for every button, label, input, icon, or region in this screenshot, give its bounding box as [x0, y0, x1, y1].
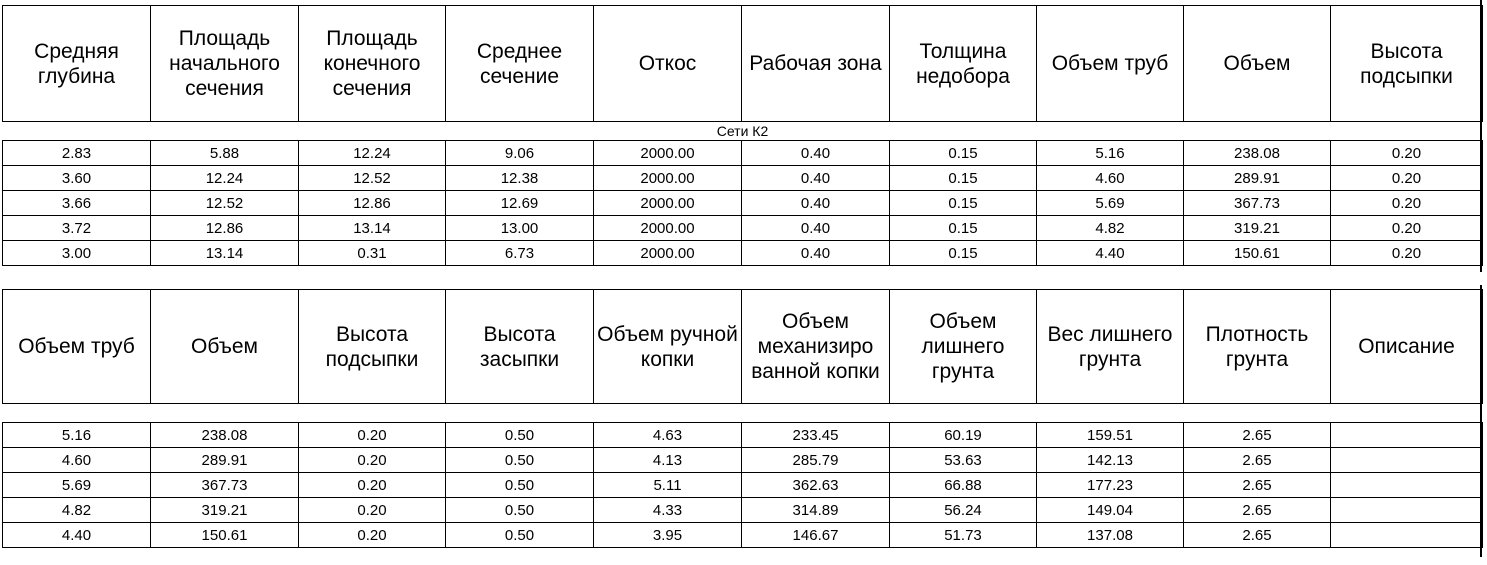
table-cell: 0.20	[299, 448, 446, 473]
table-cell: 5.16	[3, 423, 151, 448]
table-cell: 6.73	[446, 241, 594, 266]
table-cell: 13.00	[446, 216, 594, 241]
table-cell: 9.06	[446, 141, 594, 166]
table-cell: 0.15	[890, 191, 1037, 216]
table-cell: 66.88	[890, 473, 1037, 498]
table-cell: 233.45	[742, 423, 890, 448]
table-cell: 2.65	[1184, 448, 1331, 473]
table-cell: 238.08	[1184, 141, 1331, 166]
table-cell: 2.65	[1184, 473, 1331, 498]
table-cell: 150.61	[1184, 241, 1331, 266]
table-cell: 12.86	[151, 216, 299, 241]
table-cell: 2000.00	[594, 141, 742, 166]
table-row	[3, 448, 1483, 473]
header-cell: Плотность грунта	[1184, 290, 1331, 404]
table-cell: 2.65	[1184, 498, 1331, 523]
table-cell: 3.66	[3, 191, 151, 216]
table-cell: 0.20	[1331, 141, 1483, 166]
table-cell: 0.20	[1331, 241, 1483, 266]
header-cell: Высота засыпки	[446, 290, 594, 404]
table-cell: 289.91	[151, 448, 299, 473]
table-cell: 60.19	[890, 423, 1037, 448]
header-row	[3, 290, 1483, 404]
table-cell: 2000.00	[594, 216, 742, 241]
table-cell: 0.40	[742, 141, 890, 166]
table-cell: 319.21	[151, 498, 299, 523]
table-cell: 4.60	[1037, 166, 1184, 191]
header-cell: Площадь конечного сечения	[299, 6, 446, 122]
table-cell: 3.00	[3, 241, 151, 266]
table-cell: 137.08	[1037, 523, 1184, 548]
table-cell: 2.83	[3, 141, 151, 166]
table-cell: 4.82	[1037, 216, 1184, 241]
table-cell: 4.33	[594, 498, 742, 523]
page-edge-line	[1480, 285, 1482, 557]
table-cell: 146.67	[742, 523, 890, 548]
section-label: Сети К2	[3, 122, 1483, 141]
table-cell: 51.73	[890, 523, 1037, 548]
table-cell: 5.16	[1037, 141, 1184, 166]
table-cell: 0.20	[1331, 191, 1483, 216]
header-cell: Объем труб	[1037, 6, 1184, 122]
section-row	[3, 122, 1483, 141]
table-cell: 0.50	[446, 523, 594, 548]
header-cell: Вес лишнего грунта	[1037, 290, 1184, 404]
header-cell: Объем труб	[3, 290, 151, 404]
header-cell: Откос	[594, 6, 742, 122]
table-cell: 0.40	[742, 241, 890, 266]
table-cell: 12.52	[299, 166, 446, 191]
table-cell: 0.20	[299, 423, 446, 448]
table-cell: 13.14	[151, 241, 299, 266]
header-cell: Объем лишнего грунта	[890, 290, 1037, 404]
table-cell: 314.89	[742, 498, 890, 523]
table-cell: 4.63	[594, 423, 742, 448]
header-cell: Рабочая зона	[742, 6, 890, 122]
table-cell: 0.20	[1331, 166, 1483, 191]
header-cell: Объем ручной копки	[594, 290, 742, 404]
table-row	[3, 216, 1483, 241]
table-cell: 238.08	[151, 423, 299, 448]
table-cell: 2.65	[1184, 423, 1331, 448]
header-cell: Среднее сечение	[446, 6, 594, 122]
header-cell: Толщина недобора	[890, 6, 1037, 122]
table-cell: 3.95	[594, 523, 742, 548]
table-cell: 0.20	[299, 498, 446, 523]
table-cell: 12.24	[299, 141, 446, 166]
table-row	[3, 141, 1483, 166]
table-row	[3, 498, 1483, 523]
table-cell: 319.21	[1184, 216, 1331, 241]
table-cell	[1331, 473, 1483, 498]
table-cell: 0.15	[890, 241, 1037, 266]
table-cell: 4.40	[1037, 241, 1184, 266]
header-cell: Средняя глубина	[3, 6, 151, 122]
table-cell: 0.20	[299, 523, 446, 548]
table-cell: 4.60	[3, 448, 151, 473]
table-cell: 2.65	[1184, 523, 1331, 548]
table-cell: 4.40	[3, 523, 151, 548]
table-cell: 2000.00	[594, 241, 742, 266]
table-row	[3, 166, 1483, 191]
table-cell: 56.24	[890, 498, 1037, 523]
table-cell	[1331, 423, 1483, 448]
bottom-table	[2, 289, 1483, 548]
table-cell: 53.63	[890, 448, 1037, 473]
header-cell: Объем механизиро ванной копки	[742, 290, 890, 404]
table-cell	[1331, 523, 1483, 548]
table-cell: 12.86	[299, 191, 446, 216]
table-row	[3, 423, 1483, 448]
table-cell: 5.69	[3, 473, 151, 498]
table-cell: 0.50	[446, 448, 594, 473]
table-cell: 12.52	[151, 191, 299, 216]
table-cell: 2000.00	[594, 166, 742, 191]
table-cell: 5.88	[151, 141, 299, 166]
table-cell: 2000.00	[594, 191, 742, 216]
table-cell: 159.51	[1037, 423, 1184, 448]
table-cell: 142.13	[1037, 448, 1184, 473]
table-cell: 289.91	[1184, 166, 1331, 191]
table-cell: 0.50	[446, 498, 594, 523]
table-cell: 0.40	[742, 191, 890, 216]
table-cell: 367.73	[151, 473, 299, 498]
header-cell: Описание	[1331, 290, 1483, 404]
table-cell: 13.14	[299, 216, 446, 241]
header-cell: Высота подсыпки	[299, 290, 446, 404]
table-cell: 0.40	[742, 166, 890, 191]
top-table	[2, 5, 1483, 266]
table-cell	[1331, 498, 1483, 523]
table-cell: 4.13	[594, 448, 742, 473]
table-cell: 12.38	[446, 166, 594, 191]
table-cell: 0.40	[742, 216, 890, 241]
table-cell	[1331, 448, 1483, 473]
table-row	[3, 191, 1483, 216]
table-cell: 4.82	[3, 498, 151, 523]
spacer-row	[3, 404, 1483, 423]
table-cell: 0.15	[890, 216, 1037, 241]
table-cell: 0.31	[299, 241, 446, 266]
table-cell: 0.20	[299, 473, 446, 498]
table-cell: 12.24	[151, 166, 299, 191]
table-cell: 3.60	[3, 166, 151, 191]
table-cell: 12.69	[446, 191, 594, 216]
spacer-cell	[3, 404, 1483, 423]
table-cell: 0.50	[446, 423, 594, 448]
table-cell: 0.20	[1331, 216, 1483, 241]
table-cell: 3.72	[3, 216, 151, 241]
header-cell: Объем	[151, 290, 299, 404]
table-cell: 362.63	[742, 473, 890, 498]
table-cell: 0.15	[890, 166, 1037, 191]
table-cell: 0.50	[446, 473, 594, 498]
header-row	[3, 6, 1483, 122]
table-cell: 285.79	[742, 448, 890, 473]
table-cell: 149.04	[1037, 498, 1184, 523]
table-cell: 367.73	[1184, 191, 1331, 216]
table-cell: 5.69	[1037, 191, 1184, 216]
header-cell: Площадь начального сечения	[151, 6, 299, 122]
table-cell: 177.23	[1037, 473, 1184, 498]
table-cell: 0.15	[890, 141, 1037, 166]
header-cell: Высота подсыпки	[1331, 6, 1483, 122]
page-edge-line	[1480, 0, 1482, 272]
table-row	[3, 241, 1483, 266]
table-row	[3, 523, 1483, 548]
table-row	[3, 473, 1483, 498]
table-cell: 5.11	[594, 473, 742, 498]
header-cell: Объем	[1184, 6, 1331, 122]
table-cell: 150.61	[151, 523, 299, 548]
